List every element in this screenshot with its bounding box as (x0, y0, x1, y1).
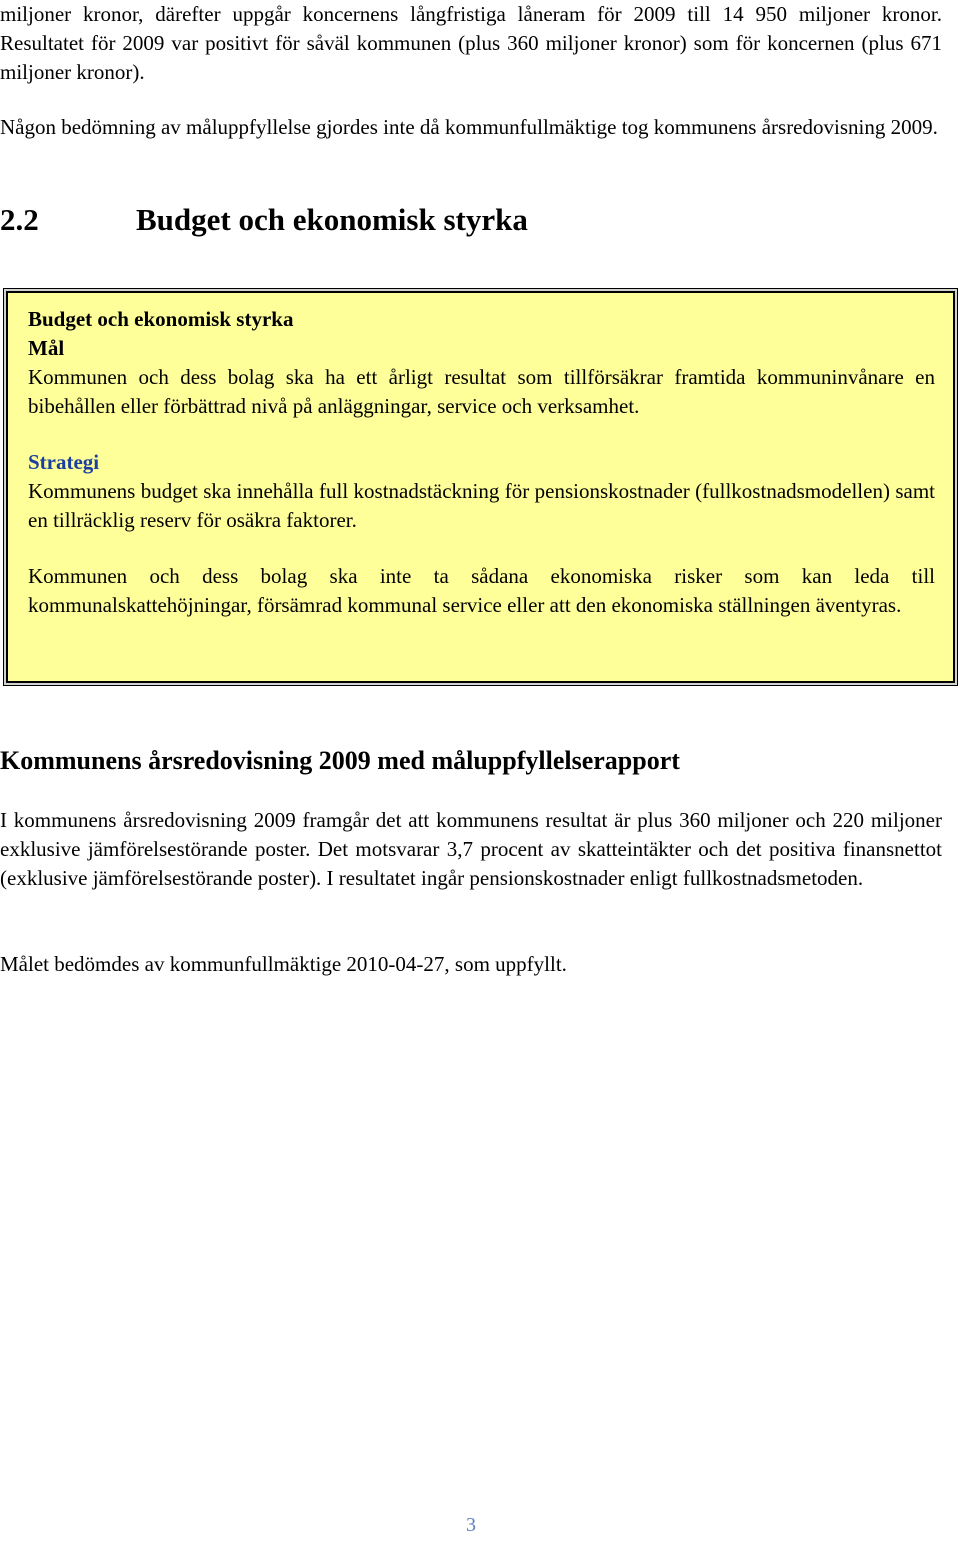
goal-label: Mål (28, 336, 65, 360)
report-paragraph-1: I kommunens årsredovisning 2009 framgår det att kommunens resultat är plus 360 miljoner och 220 miljoner exklusive jämförelsestörande poster. Det motsvarar 3,7 procent av skatteintäkter och det positiva finansnettot (exklusive jämförelsestörande poster). I resultatet ingår pensionskostnader enligt fullkostnadsmetoden. (0, 808, 942, 890)
goal-box-title: Budget och ekonomisk styrka (28, 307, 294, 331)
section-number: 2.2 (0, 202, 39, 237)
strategy-label: Strategi (28, 450, 100, 474)
intro-paragraph-2: Någon bedömning av måluppfyllelse gjordes inte då kommunfullmäktige tog kommunens årsredovisning 2009. (0, 115, 938, 139)
section-heading (0, 200, 528, 240)
goal-text: Kommunen och dess bolag ska ha ett årligt resultat som tillförsäkrar framtida kommuninvånare en bibehållen eller förbättrad nivå på anläggningar, service och verksamhet. (28, 365, 935, 418)
goal-box (3, 288, 958, 686)
report-heading: Kommunens årsredovisning 2009 med måluppfyllelserapport (0, 746, 680, 775)
strategy-text-2: Kommunen och dess bolag ska inte ta sådana ekonomiska risker som kan leda till kommunalskattehöjningar, försämrad kommunal service eller att den ekonomiska ställningen äventyras. (28, 564, 935, 617)
page-number: 3 (466, 1514, 476, 1536)
strategy-text-1: Kommunens budget ska innehålla full kostnadstäckning för pensionskostnader (fullkostnadsmodellen) samt en tillräcklig reserv för osäkra faktorer. (28, 479, 935, 532)
section-title: Budget och ekonomisk styrka (136, 202, 528, 237)
report-paragraph-2: Målet bedömdes av kommunfullmäktige 2010-04-27, som uppfyllt. (0, 952, 567, 976)
intro-paragraph-1: miljoner kronor, därefter uppgår koncernens långfristiga låneram för 2009 till 14 950 miljoner kronor. Resultatet för 2009 var positivt för såväl kommunen (plus 360 miljoner kronor) som för koncernen (plus 671 miljoner kronor). (0, 2, 942, 84)
goal-box-content (6, 291, 955, 683)
